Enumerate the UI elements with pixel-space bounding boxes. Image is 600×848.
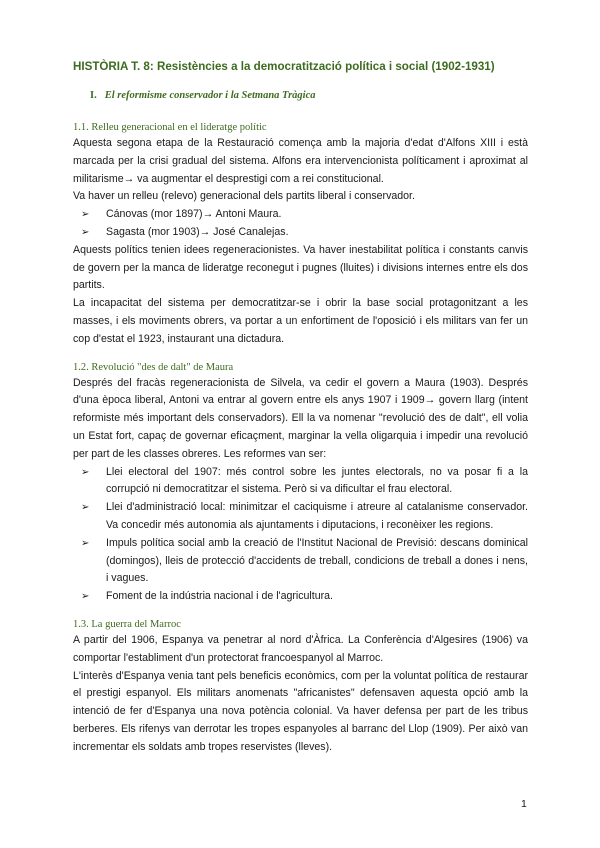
paragraph: Aquests polítics tenien idees regeneracionistes. Va haver inestabilitat política i constants canvis de govern per la manca de lideratge reconegut i pugnes (lluites) i divisions internes entre els dos partits.	[73, 243, 528, 292]
paragraph: A partir del 1906, Espanya va penetrar al nord d'Àfrica. La Conferència d'Algesires (1906) va comportar l'establiment d'un protectorat francoespanyol al Marroc.	[73, 633, 528, 664]
arrow-bullet-icon: ➢	[81, 226, 90, 238]
list-item: ➢ Impuls política social amb la creació de l'Institut Nacional de Previsió: descans dominical (domingos), lleis de protecció d'accidents de treball, condicions de treball a dones i nens, i vagues.	[81, 536, 528, 585]
subheading-1-3: 1.3. La guerra del Marroc	[73, 618, 181, 630]
document-title: HISTÒRIA T. 8: Resistències a la democratització política i social (1902-1931)	[73, 60, 495, 73]
arrow-bullet-icon: ➢	[81, 537, 90, 549]
list-item: ➢ Sagasta (mor 1903)→ José Canalejas.	[73, 224, 528, 242]
paragraph: Va haver un relleu (relevo) generacional dels partits liberal i conservador.	[73, 190, 415, 203]
paragraph: Després del fracàs regeneracionista de Silvela, va cedir el govern a Maura (1903). Després d'una època liberal, Antoni va entrar al govern entre els anys 1907 i 1909→ govern llarg (intent reformiste més important dels conservadors). Ell la va nomenar "revolució des de dalt", ell volia un Estat fort, capaç de governar eficaçment, marginar la vella oligarquia i impedir una revolució per part de les classes obreres. Les reformes van ser:	[73, 376, 528, 460]
list-item: ➢ Foment de la indústria nacional i de l'agricultura.	[73, 588, 528, 606]
document-page	[73, 60, 528, 757]
paragraph: La incapacitat del sistema per democratitzar-se i obrir la base social protagonitzant a les masses, i els moviments obrers, va portar a un enfortiment de l'oposició i els militars van fer un cop d'estat el 1923, instaurant una dictadura.	[73, 297, 528, 345]
list-item: ➢ Llei electoral del 1907: més control sobre les juntes electorals, no va posar fi a la corrupció ni democratitzar el sistema. Però si va dificultar el frau electoral.	[81, 465, 528, 496]
list-item: ➢ Llei d'administració local: minimitzar el caciquisme i atreure al catalanisme conservador. Va concedir més autonomia als ajuntaments i diputacions, i reconèixer les regions.	[81, 501, 528, 531]
bullet-list	[73, 464, 528, 606]
section-title: El reformisme conservador i la Setmana Tràgica	[104, 90, 316, 101]
bullet-list	[73, 206, 528, 242]
paragraph: Aquesta segona etapa de la Restauració comença amb la majoria d'edat d'Alfons XIII i està marcada per la crisi gradual del sistema. Alfons era intervencionista políticament i aproximat al militarisme→ va augmentar el desprestigi com a rei constitucional.	[73, 137, 528, 185]
arrow-bullet-icon: ➢	[81, 591, 90, 603]
subheading-1-1: 1.1. Relleu generacional en el lideratge polític	[73, 122, 267, 133]
paragraph: L'interès d'Espanya venia tant pels beneficis econòmics, com per la voluntat política de restaurar el prestigi espanyol. Els militars anomenats "africanistes" defensaven aquesta opció amb la intenció de fer d'Espanya una nova potència colonial. Va haver defensa per part de les tribus berberes. Els rifenys van derrotar les tropes espanyoles al barranc del Llop (1909). Per això van incrementar els soldats amb tropes reservistes (lleves).	[73, 669, 528, 753]
section-number: I.	[90, 90, 97, 101]
section-heading	[90, 90, 528, 101]
page-number: 1	[521, 798, 527, 810]
subheading-1-2: 1.2. Revolució "des de dalt" de Maura	[73, 361, 234, 373]
arrow-bullet-icon: ➢	[81, 209, 90, 221]
arrow-bullet-icon: ➢	[81, 466, 90, 478]
list-item: ➢ Cánovas (mor 1897)→ Antoni Maura.	[73, 206, 528, 224]
arrow-bullet-icon: ➢	[81, 502, 90, 514]
